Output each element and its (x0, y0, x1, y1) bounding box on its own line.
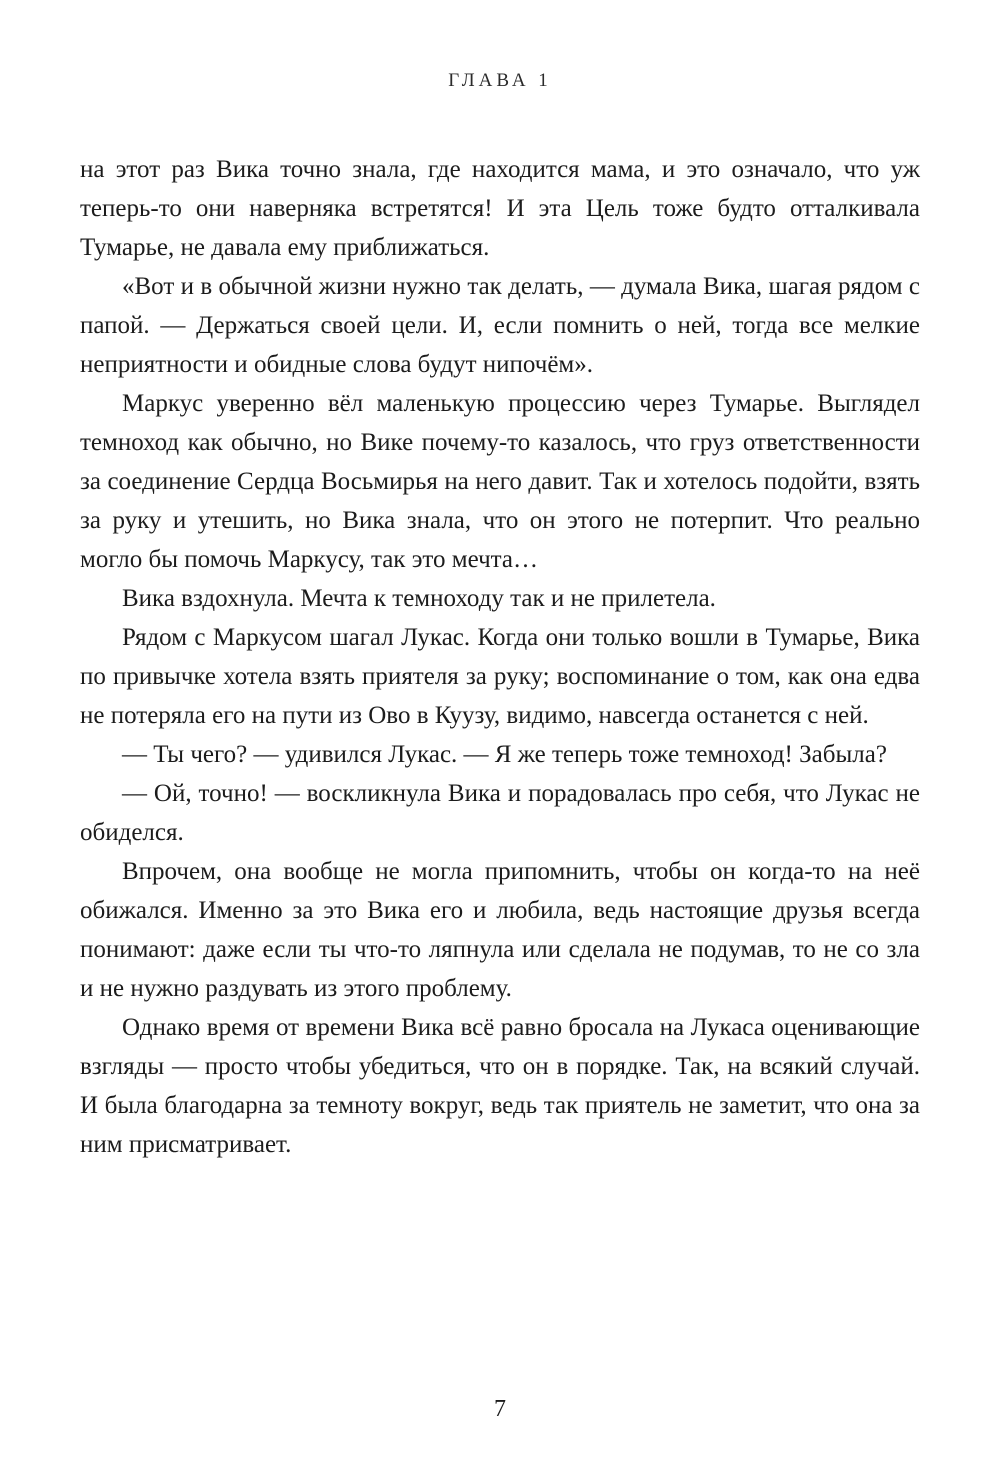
paragraph: Маркус уверенно вёл маленькую процессию через Тумарье. Выглядел темноход как обычно, но Вике почему-то казалось, что груз ответственности за соединение Сердца Восьмирья на него давит. Так и хотелось подойти, взять за руку и утешить, но Вика знала, что он этого не потерпит. Что реально могло бы помочь Маркусу, так это мечта… (80, 390, 920, 573)
paragraph: Однако время от времени Вика всё равно бросала на Лукаса оценивающие взгляды — просто чтобы убедиться, что он в порядке. Так, на всякий случай. И была благодарна за темноту вокруг, ведь так приятель не заметит, что она за ним присматривает. (80, 1014, 920, 1158)
paragraph: Рядом с Маркусом шагал Лукас. Когда они только вошли в Тумарье, Вика по привычке хотела взять приятеля за руку; воспоминание о том, как она едва не потеряла его на пути из Ово в Куузу, видимо, навсегда останется с ней. (80, 624, 920, 729)
paragraph: «Вот и в обычной жизни нужно так делать, — думала Вика, шагая рядом с папой. — Держаться своей цели. И, если помнить о ней, тогда все мелкие неприятности и обидные слова будут нипочём». (80, 273, 920, 378)
text-block (80, 150, 920, 1164)
paragraph: — Ой, точно! — воскликнула Вика и порадовалась про себя, что Лукас не обиделся. (80, 780, 920, 846)
paragraph: — Ты чего? — удивился Лукас. — Я же теперь тоже темноход! Забыла? (122, 741, 887, 768)
paragraph: на этот раз Вика точно знала, где находится мама, и это означало, что уж теперь-то они наверняка встретятся! И эта Цель тоже будто отталкивала Тумарье, не давала ему приближаться. (80, 156, 920, 261)
paragraph: Впрочем, она вообще не могла припомнить, чтобы он когда-то на неё обижался. Именно за это Вика его и любила, ведь настоящие друзья всегда понимают: даже если ты что-то ляпнула или сделала не подумав, то не со зла и не нужно раздувать из этого проблему. (80, 858, 920, 1002)
paragraph: Вика вздохнула. Мечта к темноходу так и не прилетела. (122, 585, 716, 612)
page-number: 7 (494, 1396, 506, 1422)
chapter-header: ГЛАВА 1 (448, 70, 552, 91)
